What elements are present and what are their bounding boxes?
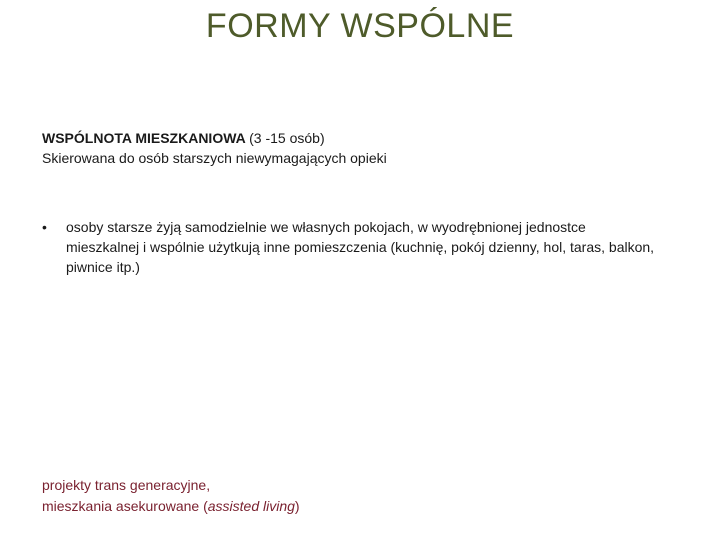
slide-title: FORMY WSPÓLNE (205, 7, 515, 45)
footer-line-2-prefix: mieszkania asekurowane ( (42, 498, 208, 514)
section-heading-detail: (3 -15 osób) (249, 130, 325, 146)
footer-note (42, 475, 300, 517)
footer-line-1: projekty trans generacyjne, (42, 477, 211, 493)
bullet-list (42, 217, 662, 277)
section-heading (42, 129, 325, 148)
footer-line-2-italic: assisted living (207, 498, 295, 514)
bullet-item (42, 217, 662, 277)
bullet-text: osoby starsze żyją samodzielnie we własnych pokojach, w wyodrębnionej jednostce mieszkalnej i wspólnie użytkują inne pomieszczenia (kuchnię, pokój dzienny, hol, taras, balkon, piwnice itp.) (66, 219, 655, 275)
footer-line-2 (42, 496, 300, 517)
section-subtitle: Skierowana do osób starszych niewymagających opieki (42, 150, 387, 166)
bullet-mark: • (42, 219, 47, 235)
section-heading-text: WSPÓLNOTA MIESZKANIOWA (42, 130, 246, 146)
footer-line-2-suffix: ) (294, 498, 300, 514)
